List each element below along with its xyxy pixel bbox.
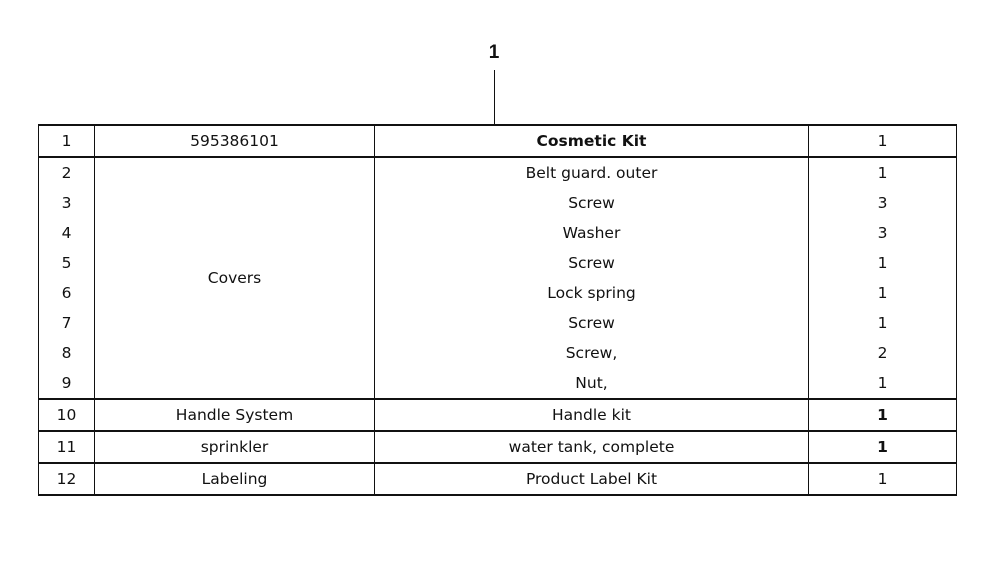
description-cell: Belt guard. outer (375, 157, 809, 188)
group-label-covers: Covers (95, 157, 375, 399)
description-cell: Washer (375, 218, 809, 248)
description-cell: Product Label Kit (375, 463, 809, 495)
position-cell: 11 (39, 431, 95, 463)
part-name-cell: Labeling (95, 463, 375, 495)
quantity-cell: 3 (809, 218, 957, 248)
quantity-cell: 1 (809, 278, 957, 308)
position-cell: 3 (39, 188, 95, 218)
table-row (39, 463, 957, 495)
description-cell: Screw (375, 188, 809, 218)
part-name-cell: sprinkler (95, 431, 375, 463)
position-cell: 8 (39, 338, 95, 368)
quantity-cell: 1 (809, 399, 957, 431)
position-cell: 1 (39, 125, 95, 157)
position-cell: 12 (39, 463, 95, 495)
quantity-cell: 1 (809, 431, 957, 463)
description-cell: Handle kit (375, 399, 809, 431)
part-name-cell: Handle System (95, 399, 375, 431)
position-cell: 4 (39, 218, 95, 248)
table-row (39, 399, 957, 431)
callout-number: 1 (488, 42, 500, 63)
quantity-cell: 1 (809, 463, 957, 495)
position-cell: 10 (39, 399, 95, 431)
quantity-cell: 1 (809, 308, 957, 338)
table-row (39, 431, 957, 463)
quantity-cell: 1 (809, 125, 957, 157)
quantity-cell: 1 (809, 248, 957, 278)
position-cell: 2 (39, 157, 95, 188)
position-cell: 6 (39, 278, 95, 308)
quantity-cell: 3 (809, 188, 957, 218)
description-cell: Screw (375, 308, 809, 338)
table-row (39, 157, 957, 188)
part-number-cell: 595386101 (95, 125, 375, 157)
quantity-cell: 1 (809, 368, 957, 399)
table-row (39, 125, 957, 157)
description-cell: Lock spring (375, 278, 809, 308)
description-cell: Nut, (375, 368, 809, 399)
callout-leader-line (494, 70, 495, 124)
description-cell: Screw (375, 248, 809, 278)
description-cell: Screw, (375, 338, 809, 368)
description-cell: water tank, complete (375, 431, 809, 463)
quantity-cell: 2 (809, 338, 957, 368)
quantity-cell: 1 (809, 157, 957, 188)
position-cell: 9 (39, 368, 95, 399)
description-cell: Cosmetic Kit (375, 125, 809, 157)
position-cell: 7 (39, 308, 95, 338)
parts-table (38, 124, 957, 496)
position-cell: 5 (39, 248, 95, 278)
